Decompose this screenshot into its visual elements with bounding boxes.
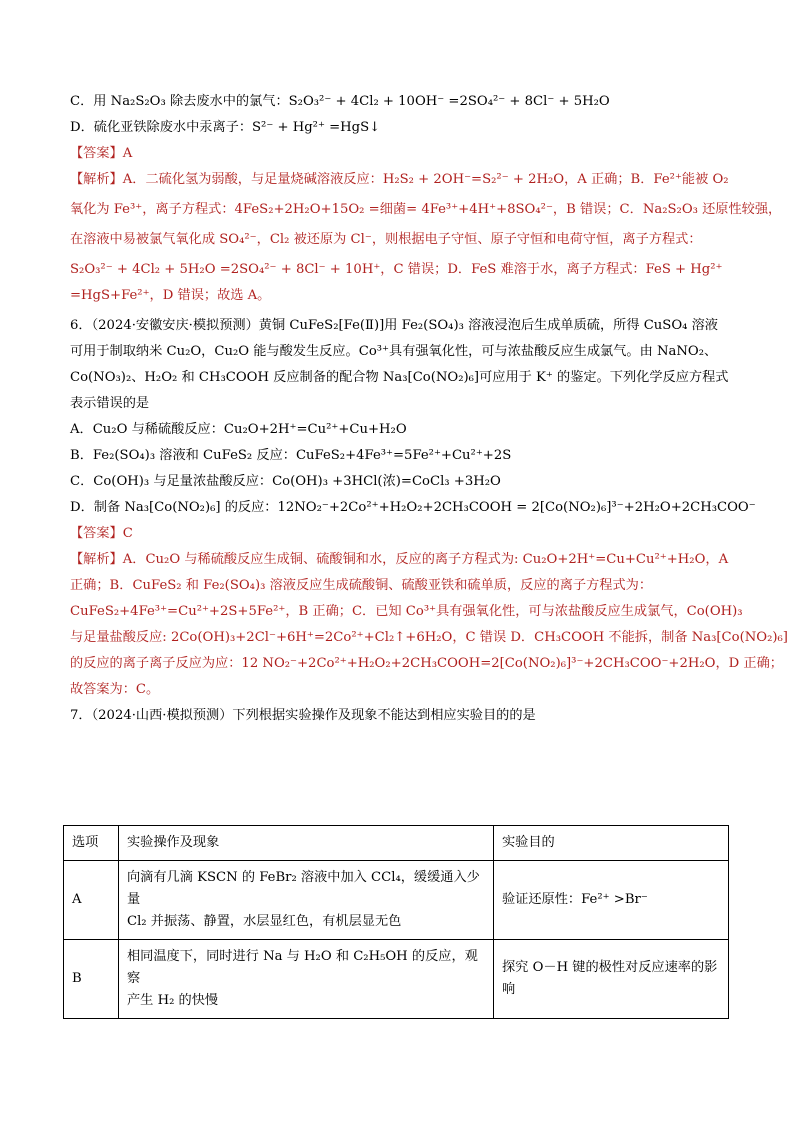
experiment-table xyxy=(63,825,729,1019)
question-7-stem: 7．（2024·山西·模拟预测）下列根据实验操作及现象不能达到相应实验目的的是 xyxy=(70,708,536,723)
q5-analysis-line: 【解析】A．二硫化氢为弱酸，与足量烧碱溶液反应：H₂S₂ + 2OH⁻=S₂²⁻ + 2H₂O，A 正确；B．Fe²⁺能被 O₂ xyxy=(70,172,729,187)
q6-stem-line: 可用于制取纳米 Cu₂O，Cu₂O 能与酸发生反应。Co³⁺具有强氧化性，可与浓盐酸反应生成氯气。由 NaNO₂、 xyxy=(70,344,718,359)
q6-option-b: B．Fe₂(SO₄)₃ 溶液和 CuFeS₂ 反应：CuFeS₂+4Fe³⁺=5Fe²⁺+Cu²⁺+2S xyxy=(70,448,512,463)
cell-line: 探究 O－H 键的极性对反应速率的影 xyxy=(502,960,718,975)
q6-analysis xyxy=(70,550,788,699)
q6-answer: 【答案】C xyxy=(70,526,133,541)
q6-analysis-line: CuFeS₂+4Fe³⁺=Cu²⁺+2S+5Fe²⁺，B 正确；C．已知 Co³⁺具有强氧化性，可与浓盐酸反应生成氯气，Co(OH)₃ xyxy=(70,604,743,619)
table-header-purpose: 实验目的 xyxy=(494,826,729,861)
table-cell-operation xyxy=(119,861,494,940)
q6-option-c: C．Co(OH)₃ 与足量浓盐酸反应：Co(OH)₃ +3HCl(浓)=CoCl₃ +3H₂O xyxy=(70,474,501,489)
document-page xyxy=(70,92,788,725)
table-header-row xyxy=(64,826,729,861)
q6-stem-line: 表示错误的是 xyxy=(70,396,150,411)
q5-analysis-line: S₂O₃²⁻ + 4Cl₂ + 5H₂O =2SO₄²⁻ + 8Cl⁻ + 10H⁺，C 错误；D．FeS 难溶于水，离子方程式：FeS + Hg²⁺ xyxy=(70,262,723,277)
q6-analysis-line: 与足量盐酸反应: 2Co(OH)₃+2Cl⁻+6H⁺=2Co²⁺+Cl₂↑+6H₂O，C 错误 D．CH₃COOH 不能拆，制备 Na₃[Co(NO₂)₆] xyxy=(70,630,788,645)
table-cell-operation xyxy=(119,940,494,1019)
table-cell-option: B xyxy=(64,940,119,1019)
table-row xyxy=(64,861,729,940)
table-cell-purpose xyxy=(494,861,729,940)
q6-option-d: D．制备 Na₃[Co(NO₂)₆] 的反应：12NO₂⁻+2Co²⁺+H₂O₂+2CH₃COOH = 2[Co(NO₂)₆]³⁻+2H₂O+2CH₃COO⁻ xyxy=(70,500,756,515)
cell-line: 响 xyxy=(502,982,516,997)
q5-analysis-line: =HgS+Fe²⁺，D 错误；故选 A。 xyxy=(70,288,271,303)
q5-option-d: D．硫化亚铁除废水中汞离子：S²⁻ + Hg²⁺ =HgS↓ xyxy=(70,120,381,135)
table-cell-option: A xyxy=(64,861,119,940)
q6-stem-line: 6．（2024·安徽安庆·模拟预测）黄铜 CuFeS₂[Fe(Ⅱ)]用 Fe₂(SO₄)₃ 溶液浸泡后生成单质硫，所得 CuSO₄ 溶液 xyxy=(70,318,718,333)
q5-answer: 【答案】A xyxy=(70,146,133,161)
q5-option-c: C．用 Na₂S₂O₃ 除去废水中的氯气：S₂O₃²⁻ + 4Cl₂ + 10OH⁻ =2SO₄²⁻ + 8Cl⁻ + 5H₂O xyxy=(70,94,610,109)
table-cell-purpose xyxy=(494,940,729,1019)
cell-line: 向滴有几滴 KSCN 的 FeBr₂ 溶液中加入 CCl₄，缓缓通入少量 xyxy=(127,870,480,907)
q6-analysis-line: 【解析】A．Cu₂O 与稀硫酸反应生成铜、硫酸铜和水，反应的离子方程式为: Cu₂O+2H⁺=Cu+Cu²⁺+H₂O，A xyxy=(70,552,729,567)
q6-option-a: A．Cu₂O 与稀硫酸反应：Cu₂O+2H⁺=Cu²⁺+Cu+H₂O xyxy=(70,422,407,437)
q6-analysis-line: 正确；B．CuFeS₂ 和 Fe₂(SO₄)₃ 溶液反应生成硫酸铜、硫酸亚铁和硫单质，反应的离子方程式为： xyxy=(70,578,653,593)
question-6 xyxy=(70,316,756,517)
q6-analysis-line: 故答案为：C。 xyxy=(70,682,160,697)
q6-stem-line: Co(NO₃)₂、H₂O₂ 和 CH₃COOH 反应制备的配合物 Na₃[Co(NO₂)₆]可应用于 K⁺ 的鉴定。下列化学反应方程式 xyxy=(70,370,729,385)
cell-line: 产生 H₂ 的快慢 xyxy=(127,993,219,1008)
table-header-option: 选项 xyxy=(64,826,119,861)
table-header-operation: 实验操作及现象 xyxy=(119,826,494,861)
q5-analysis xyxy=(70,170,782,305)
table-row xyxy=(64,940,729,1019)
cell-line: 验证还原性：Fe²⁺ >Br⁻ xyxy=(502,892,648,907)
q6-analysis-line: 的反应的离子离子反应为应：12 NO₂⁻+2Co²⁺+H₂O₂+2CH₃COOH=2[Co(NO₂)₆]³⁻+2CH₃COO⁻+2H₂O，D 正确； xyxy=(70,656,783,671)
q5-analysis-line: 在溶液中易被氯气氧化成 SO₄²⁻，Cl₂ 被还原为 Cl⁻，则根据电子守恒、原子守恒和电荷守恒，离子方程式： xyxy=(70,232,702,247)
q5-analysis-line: 氧化为 Fe³⁺，离子方程式：4FeS₂+2H₂O+15O₂ =细菌= 4Fe³⁺+4H⁺+8SO₄²⁻，B 错误；C．Na₂S₂O₃ 还原性较强， xyxy=(70,202,782,217)
cell-line: 相同温度下，同时进行 Na 与 H₂O 和 C₂H₅OH 的反应，观察 xyxy=(127,949,478,986)
cell-line: Cl₂ 并振荡、静置，水层显红色，有机层显无色 xyxy=(127,914,402,929)
